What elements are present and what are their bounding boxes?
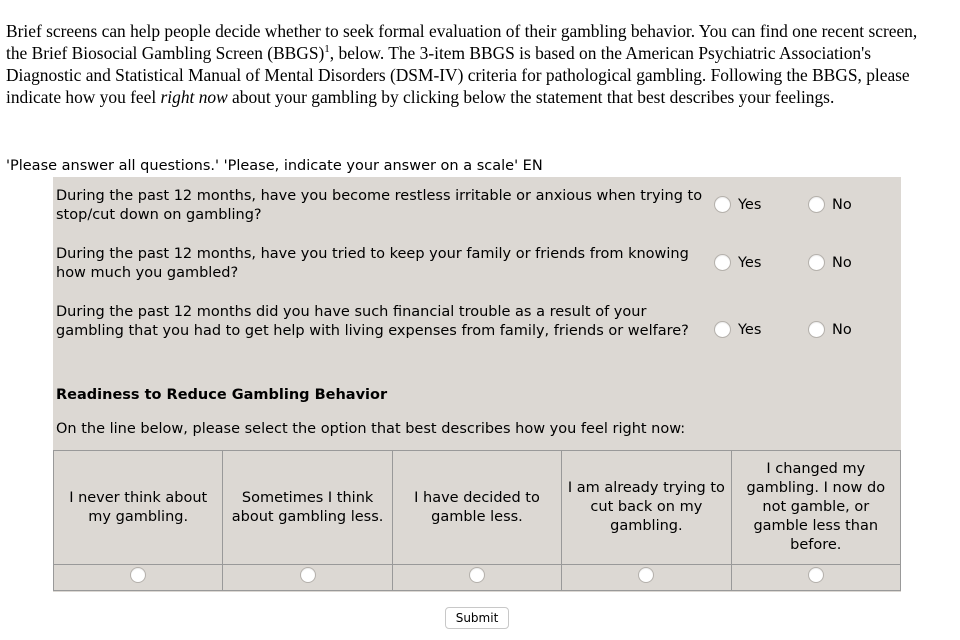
question-2-no-option[interactable] bbox=[808, 254, 852, 271]
readiness-option-3-cell[interactable] bbox=[392, 565, 561, 591]
question-1-text: During the past 12 months, have you become restless irritable or anxious when trying to stop/cut down on gambling? bbox=[56, 188, 703, 223]
readiness-scale-table bbox=[53, 450, 901, 591]
readiness-subtitle: On the line below, please select the option that best describes how you feel right now: bbox=[56, 421, 686, 437]
readiness-option-1-radio[interactable] bbox=[130, 567, 146, 583]
question-3-yes-radio[interactable] bbox=[714, 321, 731, 338]
readiness-option-5-cell[interactable] bbox=[731, 565, 900, 591]
readiness-option-5-label: I changed my gambling. I now do not gamble, or gamble less than before. bbox=[731, 451, 900, 565]
intro-emphasis: right now bbox=[160, 87, 228, 107]
question-2-no-label: No bbox=[832, 254, 852, 271]
readiness-option-4-radio[interactable] bbox=[638, 567, 654, 583]
readiness-option-1-label: I never think about my gambling. bbox=[54, 451, 223, 565]
question-1-yes-option[interactable] bbox=[714, 196, 761, 213]
readiness-option-2-cell[interactable] bbox=[223, 565, 392, 591]
instructions-text: 'Please answer all questions.' 'Please, indicate your answer on a scale' EN bbox=[6, 158, 543, 174]
intro-text-3: about your gambling by clicking below the statement that best describes your feelings. bbox=[227, 87, 835, 107]
question-1-no-radio[interactable] bbox=[808, 196, 825, 213]
submit-button[interactable]: Submit bbox=[445, 607, 509, 629]
readiness-option-2-label: Sometimes I think about gambling less. bbox=[223, 451, 392, 565]
readiness-option-5-radio[interactable] bbox=[808, 567, 824, 583]
intro-text-1: Brief screens can help people decide whether to seek formal evaluation of their gambling behavior. You can find one recent screen, the Brief Biosocial Gambling Screen (BBGS) bbox=[6, 21, 918, 63]
readiness-title: Readiness to Reduce Gambling Behavior bbox=[56, 387, 388, 403]
question-1-no-label: No bbox=[832, 196, 852, 213]
readiness-option-3-label: I have decided to gamble less. bbox=[392, 451, 561, 565]
readiness-radios-row bbox=[54, 565, 901, 591]
readiness-option-4-cell[interactable] bbox=[562, 565, 731, 591]
question-2-no-radio[interactable] bbox=[808, 254, 825, 271]
question-3-no-label: No bbox=[832, 321, 852, 338]
question-3-text: During the past 12 months did you have such financial trouble as a result of your gambling that you had to get help with living expenses from family, friends or welfare? bbox=[56, 304, 689, 339]
question-2-yes-label: Yes bbox=[738, 254, 762, 271]
question-2-text: During the past 12 months, have you tried to keep your family or friends from knowing how much you gambled? bbox=[56, 246, 689, 281]
intro-paragraph bbox=[6, 20, 936, 108]
intro-text-2: , below. The 3-item BBGS is based on the American Psychiatric Association's Diagnostic and Statistical Manual of Mental Disorders (DSM-IV) criteria for pathological gambling. Following the BBGS, please indicate how you feel bbox=[6, 43, 910, 107]
question-3-yes-label: Yes bbox=[738, 321, 762, 338]
question-2-yes-radio[interactable] bbox=[714, 254, 731, 271]
question-2-yes-option[interactable] bbox=[714, 254, 761, 271]
readiness-option-1-cell[interactable] bbox=[54, 565, 223, 591]
readiness-option-3-radio[interactable] bbox=[469, 567, 485, 583]
readiness-option-2-radio[interactable] bbox=[300, 567, 316, 583]
survey-panel bbox=[53, 177, 901, 592]
question-1-yes-label: Yes bbox=[738, 196, 762, 213]
question-3-no-radio[interactable] bbox=[808, 321, 825, 338]
readiness-labels-row bbox=[54, 451, 901, 565]
question-3-yes-option[interactable] bbox=[714, 321, 761, 338]
readiness-option-4-label: I am already trying to cut back on my gambling. bbox=[562, 451, 731, 565]
question-1-yes-radio[interactable] bbox=[714, 196, 731, 213]
question-1-no-option[interactable] bbox=[808, 196, 852, 213]
footnote-marker: 1 bbox=[324, 43, 330, 56]
question-3-no-option[interactable] bbox=[808, 321, 852, 338]
